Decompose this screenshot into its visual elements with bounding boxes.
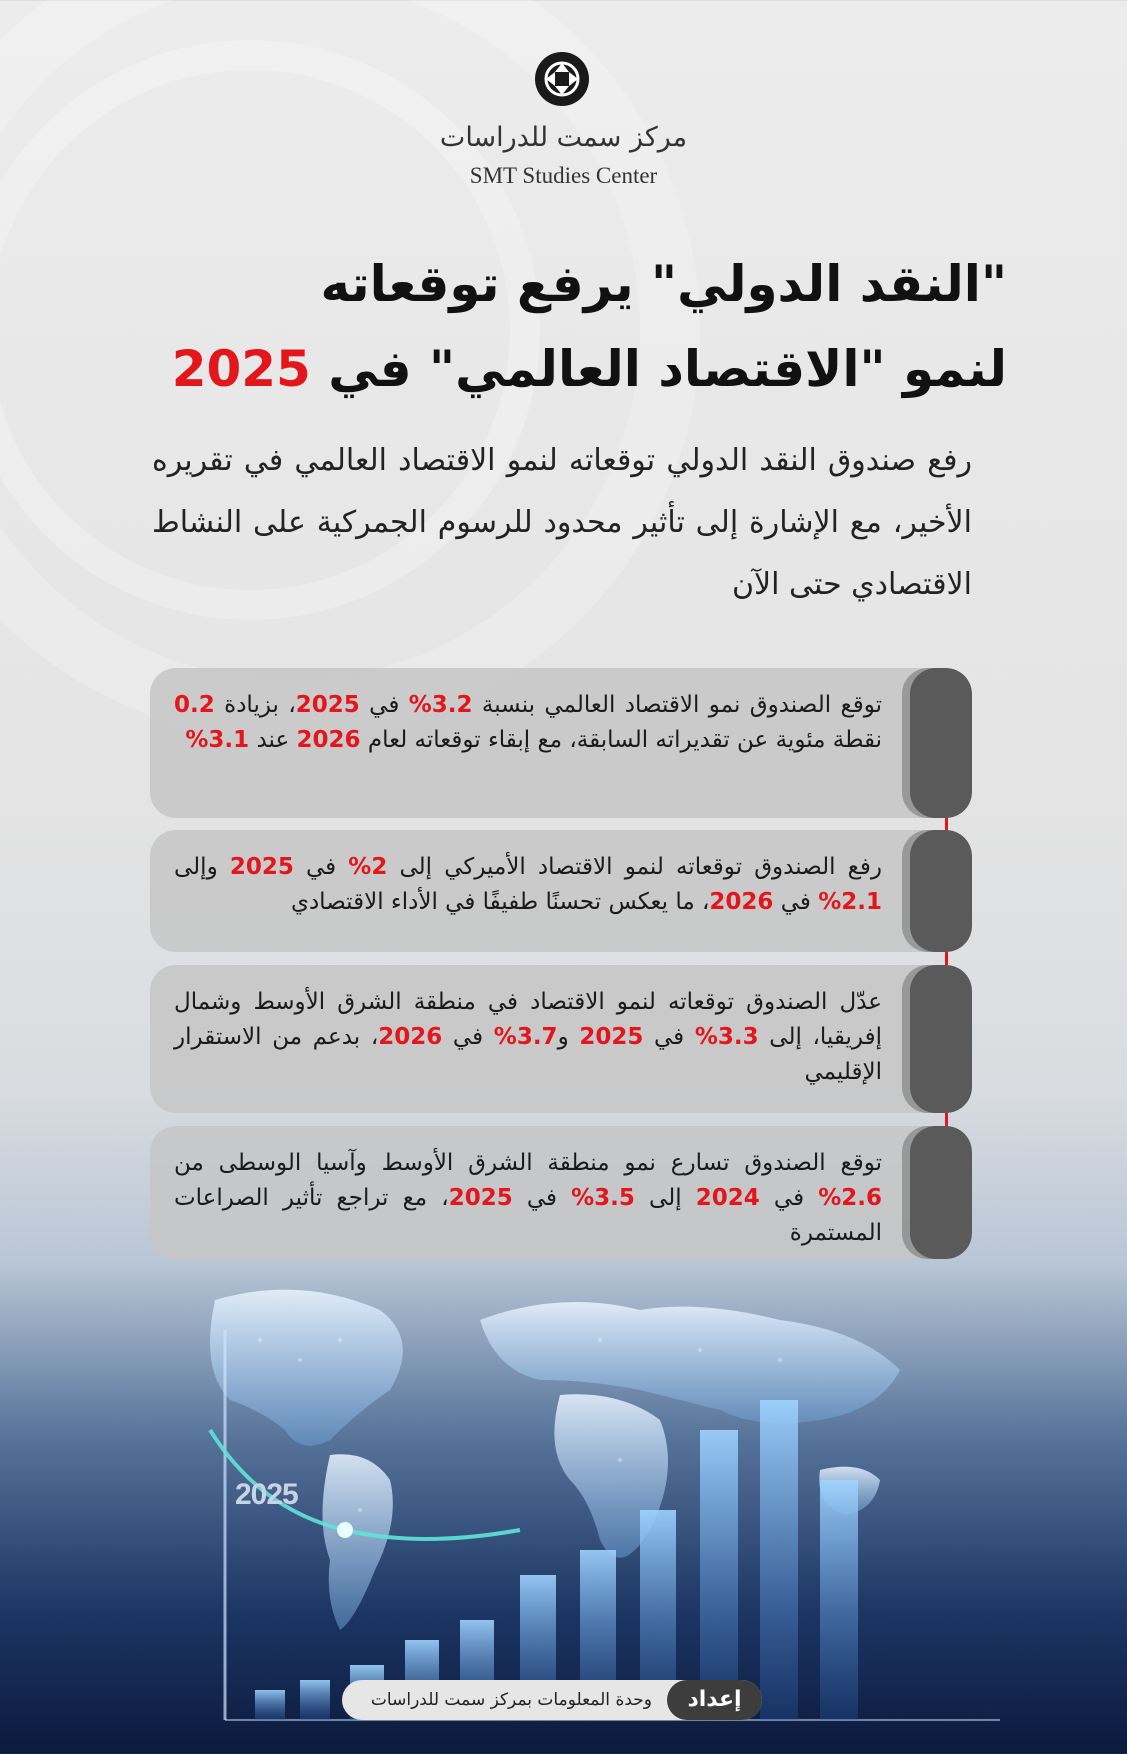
card-highlight: 3.5% (571, 1185, 635, 1211)
card-text (174, 850, 882, 920)
card-text-part: في (442, 1024, 494, 1050)
logo-text-english: SMT Studies Center (469, 163, 658, 188)
card-text-part: إلى (634, 1185, 696, 1211)
intro-paragraph: رفع صندوق النقد الدولي توقعاته لنمو الاقتصاد العالمي في تقريره الأخير، مع الإشارة إلى تأثير محدود للرسوم الجمركية على النشاط الاقتصادي حتى الآن (152, 443, 972, 602)
illustration-year-text: 2025 (235, 1478, 298, 1511)
headline-line-2-text: لنمو "الاقتصاد العالمي" في (328, 340, 1007, 398)
fact-card-2 (150, 830, 972, 952)
headline-line-1: "النقد الدولي" يرفع توقعاته (320, 255, 1007, 313)
card-bar (910, 965, 972, 1113)
card-text-part: ، بزيادة (214, 692, 296, 718)
headline-line-2 (107, 340, 1007, 398)
card-text-part: عدّل الصندوق توقعاته لنمو الاقتصاد في منطقة الشرق الأوسط وشمال إفريقيا، إلى (174, 989, 882, 1050)
card-text (174, 688, 882, 758)
fact-card-3 (150, 965, 972, 1113)
smt-logo-icon (533, 50, 591, 108)
card-highlight: 2025 (295, 692, 360, 718)
card-text-part: في (643, 1024, 695, 1050)
credit-pill (342, 1680, 762, 1720)
card-highlight: 2% (348, 854, 388, 880)
card-text-part: توقع الصندوق نمو الاقتصاد العالمي بنسبة (472, 692, 882, 718)
card-bar (910, 668, 972, 818)
card-text-part: عند (249, 727, 297, 753)
card-highlight: 3.1% (185, 727, 250, 753)
card-highlight: 2025 (229, 854, 294, 880)
card-highlight: 2025 (448, 1185, 513, 1211)
fact-card-4 (150, 1126, 972, 1259)
card-text-part: ، بدعم من الاستقرار الإقليمي (174, 1024, 882, 1085)
card-highlight: 2024 (695, 1185, 760, 1211)
card-text (174, 1146, 882, 1251)
card-text-part: ، مع تراجع تأثير الصراعات المستمرة (174, 1185, 882, 1246)
card-text-part: رفع الصندوق توقعاته لنمو الاقتصاد الأميركي إلى (387, 854, 882, 880)
card-text-part: توقع الصندوق تسارع نمو منطقة الشرق الأوسط وآسيا الوسطى من (174, 1150, 882, 1176)
card-highlight: 2025 (579, 1024, 644, 1050)
card-highlight: 2026 (296, 727, 361, 753)
card-bar (910, 830, 972, 952)
credit-label: إعداد (667, 1680, 762, 1720)
headline-year: 2025 (171, 340, 311, 398)
logo-text-arabic: مركز سمت للدراسات (439, 122, 688, 153)
card-text-part: نقطة مئوية عن تقديراته السابقة، مع إبقاء توقعاته لعام (360, 727, 882, 753)
card-text-part: في (512, 1185, 572, 1211)
card-text-part: و (557, 1024, 580, 1050)
card-bar (910, 1126, 972, 1259)
card-highlight: 2.6% (818, 1185, 882, 1211)
card-highlight: 3.7% (493, 1024, 558, 1050)
credit-text: وحدة المعلومات بمركز سمت للدراسات (370, 1690, 652, 1710)
fact-card-1 (150, 668, 972, 818)
card-highlight: 2026 (378, 1024, 443, 1050)
card-text-part: في (773, 889, 819, 915)
card-highlight: 3.3% (694, 1024, 759, 1050)
card-highlight: 2.1% (818, 889, 882, 915)
card-text (174, 985, 882, 1090)
card-highlight: 0.2 (174, 692, 215, 718)
card-text-part: وإلى (174, 854, 230, 880)
card-highlight: 3.2% (408, 692, 473, 718)
card-text-part: في (759, 1185, 819, 1211)
card-text-part: في (293, 854, 349, 880)
card-text-part: ، ما يعكس تحسنًا طفيفًا في الأداء الاقتصادي (290, 889, 710, 915)
card-highlight: 2026 (709, 889, 774, 915)
card-text-part: في (359, 692, 409, 718)
